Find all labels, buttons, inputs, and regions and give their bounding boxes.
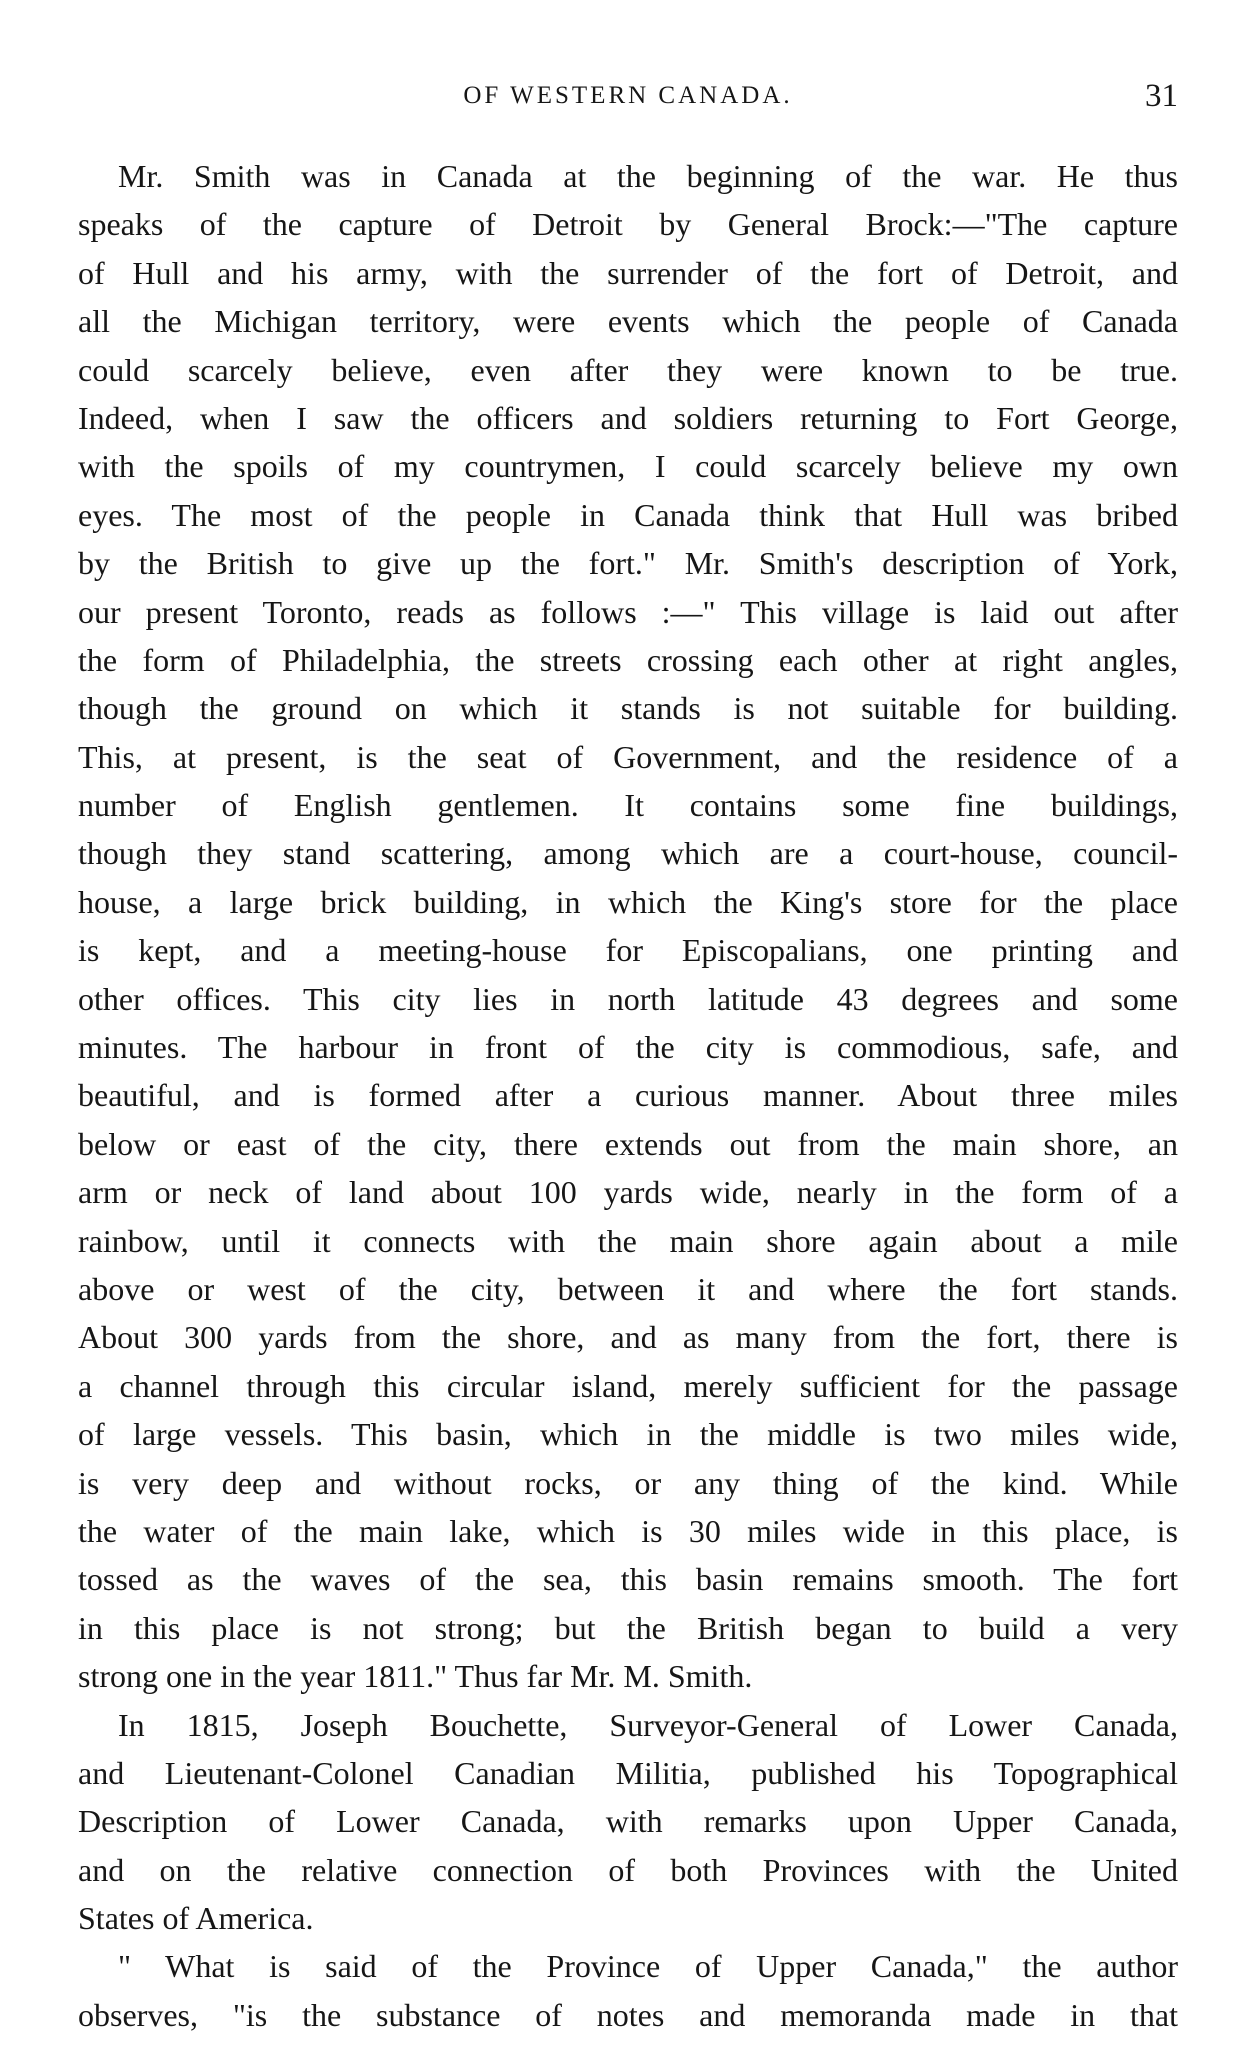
text-line: by the British to give up the fort." Mr. Smith's description of York, bbox=[78, 545, 1178, 582]
text-line: arm or neck of land about 100 yards wide, nearly in the form of a bbox=[78, 1174, 1178, 1211]
text-line: a channel through this circular island, merely sufficient for the passage bbox=[78, 1367, 1178, 1404]
text-line: our present Toronto, reads as follows :—" This village is laid out after bbox=[78, 593, 1178, 630]
text-line: the form of Philadelphia, the streets crossing each other at right angles, bbox=[78, 641, 1178, 678]
text-line: house, a large brick building, in which the King's store for the place bbox=[78, 883, 1178, 920]
text-line: though they stand scattering, among which are a court-house, council- bbox=[78, 835, 1178, 872]
paragraph-3 bbox=[78, 1942, 1178, 2039]
text-line: eyes. The most of the people in Canada think that Hull was bribed bbox=[78, 496, 1178, 533]
text-line: below or east of the city, there extends out from the main shore, an bbox=[78, 1125, 1178, 1162]
text-line: other offices. This city lies in north latitude 43 degrees and some bbox=[78, 980, 1178, 1017]
text-line: could scarcely believe, even after they were known to be true. bbox=[78, 351, 1178, 388]
text-line: About 300 yards from the shore, and as many from the fort, there is bbox=[78, 1319, 1178, 1356]
text-line: Indeed, when I saw the officers and soldiers returning to Fort George, bbox=[78, 399, 1178, 436]
text-line: is kept, and a meeting-house for Episcopalians, one printing and bbox=[78, 932, 1178, 969]
text-line: In 1815, Joseph Bouchette, Surveyor-General of Lower Canada, bbox=[118, 1706, 1178, 1743]
text-line: rainbow, until it connects with the main shore again about a mile bbox=[78, 1222, 1178, 1259]
text-line: all the Michigan territory, were events which the people of Canada bbox=[78, 303, 1178, 340]
text-line: Description of Lower Canada, with remarks upon Upper Canada, bbox=[78, 1803, 1178, 1840]
text-line: of large vessels. This basin, which in the middle is two miles wide, bbox=[78, 1416, 1178, 1453]
text-line: States of America. bbox=[78, 1900, 314, 1937]
text-line: strong one in the year 1811." Thus far Mr. M. Smith. bbox=[78, 1658, 753, 1695]
text-line: of Hull and his army, with the surrender of the fort of Detroit, and bbox=[78, 254, 1178, 291]
text-line: number of English gentlemen. It contains some fine buildings, bbox=[78, 787, 1178, 824]
text-line: above or west of the city, between it and where the fort stands. bbox=[78, 1270, 1178, 1307]
text-line: Mr. Smith was in Canada at the beginning of the war. He thus bbox=[118, 158, 1178, 194]
paragraph-1 bbox=[78, 152, 1178, 1701]
text-line: speaks of the capture of Detroit by General Brock:—"The capture bbox=[78, 206, 1178, 243]
text-line: though the ground on which it stands is not suitable for building. bbox=[78, 690, 1178, 727]
text-line: This, at present, is the seat of Government, and the residence of a bbox=[78, 738, 1178, 775]
text-line: the water of the main lake, which is 30 miles wide in this place, is bbox=[78, 1512, 1178, 1549]
text-line: observes, "is the substance of notes and memoranda made in that bbox=[78, 1996, 1178, 2033]
page-number: 31 bbox=[1145, 78, 1178, 114]
text-line: tossed as the waves of the sea, this basin remains smooth. The fort bbox=[78, 1561, 1178, 1598]
text-line: in this place is not strong; but the British began to build a very bbox=[78, 1609, 1178, 1646]
text-line: and Lieutenant-Colonel Canadian Militia, published his Topographical bbox=[78, 1754, 1178, 1791]
text-line: is very deep and without rocks, or any thing of the kind. While bbox=[78, 1464, 1178, 1501]
text-line: and on the relative connection of both Provinces with the United bbox=[78, 1851, 1178, 1888]
text-line: " What is said of the Province of Upper Canada," the author bbox=[118, 1948, 1178, 1985]
paragraph-2 bbox=[78, 1701, 1178, 1943]
body-text bbox=[78, 152, 1178, 2039]
text-line: beautiful, and is formed after a curious manner. About three miles bbox=[78, 1077, 1178, 1114]
text-line: with the spoils of my countrymen, I could scarcely believe my own bbox=[78, 448, 1178, 485]
running-head bbox=[78, 76, 1178, 116]
running-title: OF WESTERN CANADA. bbox=[463, 82, 793, 109]
text-line: minutes. The harbour in front of the city is commodious, safe, and bbox=[78, 1029, 1178, 1066]
